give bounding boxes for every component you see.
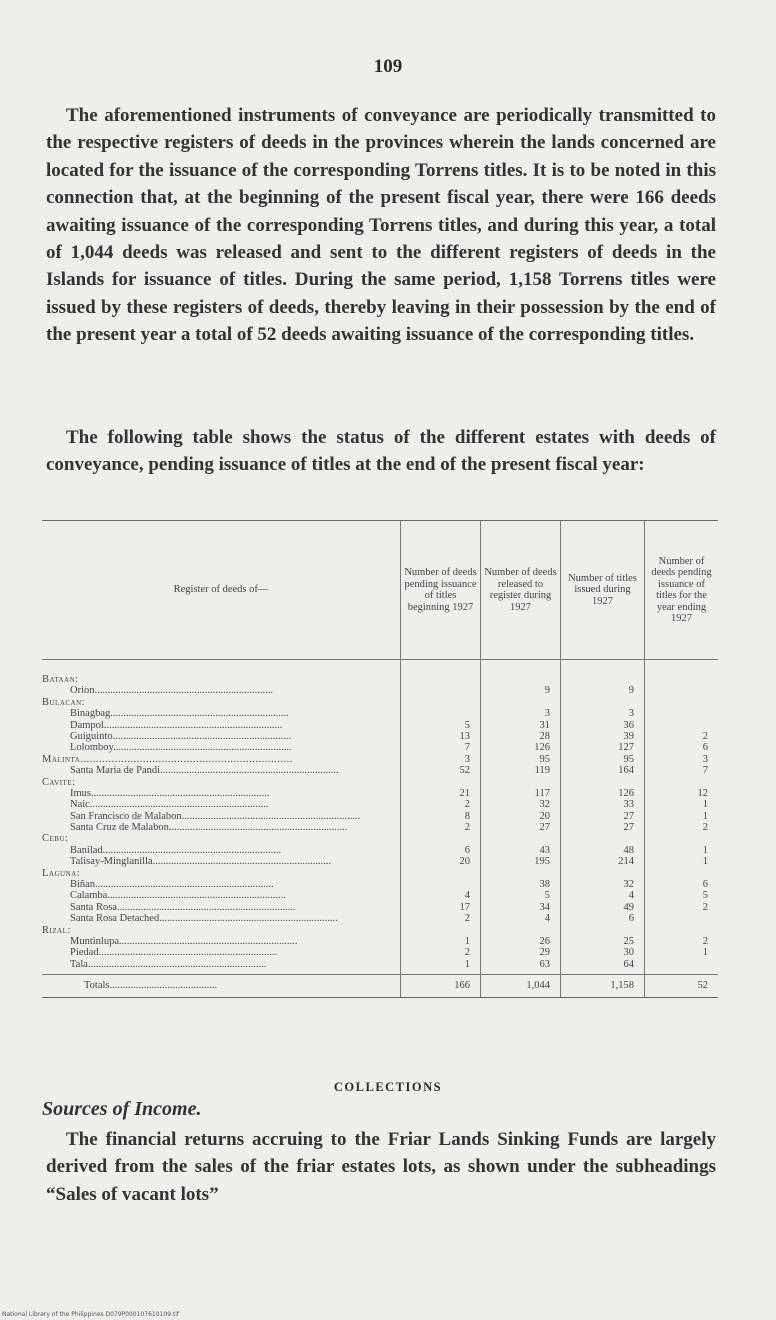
table-row	[42, 959, 718, 970]
table-region-row	[42, 754, 718, 765]
table-region-row	[42, 777, 718, 788]
row-label: Talisay-Minglanilla....................................................................	[70, 856, 332, 868]
cell-c1	[400, 708, 480, 719]
row-label	[42, 777, 400, 788]
cell-c1	[400, 925, 480, 936]
table-region-row	[42, 868, 718, 879]
cell-c3	[560, 697, 644, 708]
cell-c4	[644, 685, 718, 696]
row-label: Imus....................................................................	[70, 787, 270, 799]
row-label-text: Rizal:	[42, 924, 71, 936]
row-label	[42, 833, 400, 844]
cell-c1	[400, 685, 480, 696]
row-label: Dampol....................................................................	[70, 719, 283, 731]
row-label: Guiguinto....................................................................	[70, 730, 292, 742]
cell-c2: 26	[539, 935, 550, 947]
row-label-text: Talisay-Minglanilla	[70, 856, 153, 868]
totals-pending-ending: 52	[697, 980, 708, 992]
table-row	[42, 788, 718, 799]
row-label-text: Santa Rosa Detached	[70, 913, 160, 925]
cell-c2: 31	[539, 719, 550, 731]
cell-c1: 13	[459, 730, 470, 742]
cell-c1: 52	[459, 765, 470, 777]
row-label: Muntinlupa....................................................................	[70, 935, 298, 947]
cell-c3: 3	[628, 708, 634, 720]
table-row	[42, 685, 718, 696]
header-register: Register of deeds of—	[173, 584, 269, 596]
table-row	[42, 947, 718, 958]
cell-c2: 9	[544, 685, 550, 697]
cell-c1: 2	[464, 799, 470, 811]
cell-c3: 36	[623, 719, 634, 731]
row-label: Orion....................................................................	[70, 685, 273, 697]
row-label-text: Orion	[70, 685, 95, 697]
row-label	[42, 697, 400, 708]
paragraph-income: The financial returns accruing to the Friar Lands Sinking Funds are largely derived from the sales of the friar estates lots, as shown under the subheadings “Sales of vacant lots”	[46, 1129, 716, 1205]
row-label-text: Santa Rosa	[70, 901, 117, 913]
table-row	[42, 856, 718, 867]
row-label: Binagbag....................................................................	[70, 708, 289, 720]
cell-c4	[644, 925, 718, 936]
row-label: San Francisco de Malabon....................................................................	[70, 810, 361, 822]
table-rows	[42, 674, 718, 970]
table-row	[42, 936, 718, 947]
row-label: Biñan....................................................................	[70, 879, 274, 891]
table-row	[42, 822, 718, 833]
cell-c2: 126	[534, 742, 550, 754]
cell-c2: 20	[539, 810, 550, 822]
table-row	[42, 845, 718, 856]
cell-c3: 39	[623, 730, 634, 742]
cell-c3	[560, 674, 644, 685]
totals-released: 1,044	[526, 980, 550, 992]
cell-c4: 2	[702, 901, 708, 913]
cell-c4: 1	[702, 810, 708, 822]
cell-c3: 95	[623, 753, 634, 765]
row-label-text: San Francisco de Malabon	[70, 810, 182, 822]
row-label	[42, 868, 400, 879]
header-titles-issued: Number of titles issued during 1927	[560, 521, 644, 659]
row-label-text: Lolomboy	[70, 742, 114, 754]
cell-c3: 9	[628, 685, 634, 697]
cell-c1	[400, 879, 480, 890]
cell-c2: 195	[534, 856, 550, 868]
table-row	[42, 720, 718, 731]
header-pending-beginning: Number of deeds pending issuance of titles beginning 1927	[400, 521, 480, 659]
table-bottom-rule	[42, 997, 718, 998]
cell-c1: 5	[464, 719, 470, 731]
table-row	[42, 902, 718, 913]
cell-c4	[644, 868, 718, 879]
cell-c4: 6	[702, 879, 708, 891]
cell-c3	[560, 925, 644, 936]
table-region-row	[42, 697, 718, 708]
cell-c3: 214	[618, 856, 634, 868]
table-region-row	[42, 833, 718, 844]
cell-c4: 1	[702, 856, 708, 868]
row-label-text: Dampol	[70, 719, 104, 731]
row-label: Santa Cruz de Malabon....................................................................	[70, 822, 348, 834]
cell-c1: 17	[459, 901, 470, 913]
table-totals-row	[42, 975, 718, 997]
cell-c4	[644, 777, 718, 788]
cell-c2: 27	[539, 822, 550, 834]
row-label-text: Cebu:	[42, 833, 69, 845]
cell-c2: 95	[539, 753, 550, 765]
cell-c3: 27	[623, 822, 634, 834]
column-divider	[560, 660, 561, 997]
deeds-status-table	[42, 520, 718, 998]
row-label-text: Piedad	[70, 947, 99, 959]
paragraph-table-intro: The following table shows the status of the different estates with deeds of conveyance, pending issuance of titles at the end of the present fiscal year:	[46, 427, 716, 476]
column-divider	[400, 660, 401, 997]
cell-c3: 48	[623, 844, 634, 856]
cell-c1: 20	[459, 856, 470, 868]
cell-c1: 8	[464, 810, 470, 822]
cell-c2: 117	[534, 787, 550, 799]
cell-c2	[480, 697, 560, 708]
cell-c2	[480, 925, 560, 936]
cell-c2: 38	[539, 879, 550, 891]
cell-c3: 126	[618, 787, 634, 799]
table-row	[42, 742, 718, 753]
cell-c2: 119	[534, 765, 550, 777]
column-divider	[480, 660, 481, 997]
row-label-text: Binagbag	[70, 708, 111, 720]
totals-label: Totals.........................................	[84, 980, 218, 992]
cell-c1: 2	[464, 913, 470, 925]
row-label-text: Guiguinto	[70, 730, 113, 742]
row-label: Calamba....................................................................	[70, 890, 286, 902]
cell-c1: 1	[464, 958, 470, 970]
cell-c3: 64	[623, 958, 634, 970]
column-divider	[644, 660, 645, 997]
table-region-row	[42, 925, 718, 936]
header-released: Number of deeds released to register during 1927	[480, 521, 560, 659]
cell-c1: 21	[459, 787, 470, 799]
cell-c1: 6	[464, 844, 470, 856]
row-label-text: Muntinlupa	[70, 935, 119, 947]
row-label-text: Calamba	[70, 890, 108, 902]
cell-c1: 7	[464, 742, 470, 754]
row-label-text: Naic	[70, 799, 90, 811]
row-label: Banilad....................................................................	[70, 844, 282, 856]
row-label-text: Bataan:	[42, 674, 79, 685]
cell-c3	[560, 777, 644, 788]
cell-c2	[480, 868, 560, 879]
paragraph-conveyance: The aforementioned instruments of conveyance are periodically transmitted to the respective registers of deeds in the provinces wherein the lands concerned are located for the issuance of the corresponding Torrens titles. It is to be noted in this connection that, at the beginning of the present fiscal year, there were 166 deeds awaiting issuance of the corresponding Torrens titles, and during this year, a total of 1,044 deeds was released and sent to the different registers of deeds in the Islands for issuance of titles. During the same period, 1,158 Torrens titles were issued by these registers of deeds, thereby leaving in their possession by the end of the present year a total of 52 deeds awaiting issuance of the corresponding titles.	[46, 105, 716, 346]
row-label-text: Santa Maria de Pandi	[70, 765, 161, 777]
row-label: Santa Maria de Pandi....................................................................	[70, 765, 339, 777]
cell-c2: 3	[544, 708, 550, 720]
row-label-text: Malinta	[42, 753, 81, 765]
cell-c2: 43	[539, 844, 550, 856]
subheading: Sources of Income.	[42, 1098, 202, 1120]
cell-c4: 6	[702, 742, 708, 754]
cell-c1	[400, 674, 480, 685]
row-label-text: Biñan	[70, 879, 96, 891]
cell-c3: 25	[623, 935, 634, 947]
table-body	[42, 660, 718, 997]
cell-c2: 32	[539, 799, 550, 811]
row-label-text: Imus	[70, 787, 91, 799]
cell-c4: 5	[702, 890, 708, 902]
cell-c4	[644, 913, 718, 924]
cell-c4: 2	[702, 935, 708, 947]
cell-c3: 32	[623, 879, 634, 891]
cell-c3	[560, 868, 644, 879]
cell-c4	[644, 674, 718, 685]
cell-c1	[400, 833, 480, 844]
cell-c3: 4	[628, 890, 634, 902]
cell-c2: 29	[539, 947, 550, 959]
cell-c1: 2	[464, 947, 470, 959]
table-row	[42, 913, 718, 924]
cell-c2	[480, 674, 560, 685]
row-label: Piedad....................................................................	[70, 947, 278, 959]
totals-titles-issued: 1,158	[610, 980, 634, 992]
cell-c4	[644, 720, 718, 731]
cell-c1: 4	[464, 890, 470, 902]
row-label: Santa Rosa Detached....................................................................	[70, 913, 338, 925]
table-region-row	[42, 674, 718, 685]
cell-c4: 7	[702, 765, 708, 777]
cell-c4: 2	[702, 730, 708, 742]
cell-c1: 1	[464, 935, 470, 947]
table-row	[42, 811, 718, 822]
cell-c4	[644, 697, 718, 708]
table-row	[42, 799, 718, 810]
header-pending-ending: Number of deeds pending issuance of titles for the year ending 1927	[644, 521, 718, 659]
row-label: Lolomboy....................................................................	[70, 742, 292, 754]
table-row	[42, 879, 718, 890]
cell-c4: 12	[697, 787, 708, 799]
cell-c4: 1	[702, 799, 708, 811]
cell-c3: 30	[623, 947, 634, 959]
row-label-text: Laguna:	[42, 867, 81, 879]
cell-c3: 33	[623, 799, 634, 811]
row-label	[42, 674, 400, 685]
page-number: 109	[373, 56, 403, 77]
table-row	[42, 890, 718, 901]
cell-c3: 164	[618, 765, 634, 777]
cell-c4	[644, 833, 718, 844]
cell-c2: 63	[539, 958, 550, 970]
cell-c3: 6	[628, 913, 634, 925]
cell-c3: 127	[618, 742, 634, 754]
cell-c1	[400, 868, 480, 879]
cell-c4	[644, 708, 718, 719]
cell-c2	[480, 833, 560, 844]
table-row	[42, 765, 718, 776]
cell-c4	[644, 959, 718, 970]
cell-c2: 28	[539, 730, 550, 742]
cell-c1	[400, 697, 480, 708]
cell-c4: 2	[702, 822, 708, 834]
totals-pending-beginning: 166	[454, 980, 470, 992]
scan-footer: National Library of the Philippines D079P000107610109.tif	[2, 1311, 180, 1318]
row-label: Santa Rosa....................................................................	[70, 901, 296, 913]
row-label-text: Santa Cruz de Malabon	[70, 822, 169, 834]
row-label: Tala....................................................................	[70, 958, 267, 970]
row-label	[42, 925, 400, 936]
cell-c1	[400, 777, 480, 788]
row-label-text: Bulacan:	[42, 696, 86, 708]
table-header	[42, 521, 718, 660]
cell-c2: 5	[544, 890, 550, 902]
cell-c2: 4	[544, 913, 550, 925]
table-row	[42, 708, 718, 719]
cell-c2	[480, 777, 560, 788]
table-row	[42, 731, 718, 742]
row-label: Malinta....................................................................	[42, 753, 293, 765]
cell-c1: 2	[464, 822, 470, 834]
cell-c3	[560, 833, 644, 844]
cell-c1: 3	[464, 753, 470, 765]
row-label-text: Banilad	[70, 844, 103, 856]
cell-c3: 49	[623, 901, 634, 913]
cell-c4: 3	[702, 753, 708, 765]
cell-c2: 34	[539, 901, 550, 913]
section-heading: COLLECTIONS	[333, 1080, 443, 1094]
row-label-text: Tala	[70, 958, 88, 970]
cell-c4: 1	[702, 947, 708, 959]
cell-c3: 27	[623, 810, 634, 822]
row-label-text: Cavite:	[42, 776, 76, 788]
row-label: Naic....................................................................	[70, 799, 269, 811]
cell-c4: 1	[702, 844, 708, 856]
